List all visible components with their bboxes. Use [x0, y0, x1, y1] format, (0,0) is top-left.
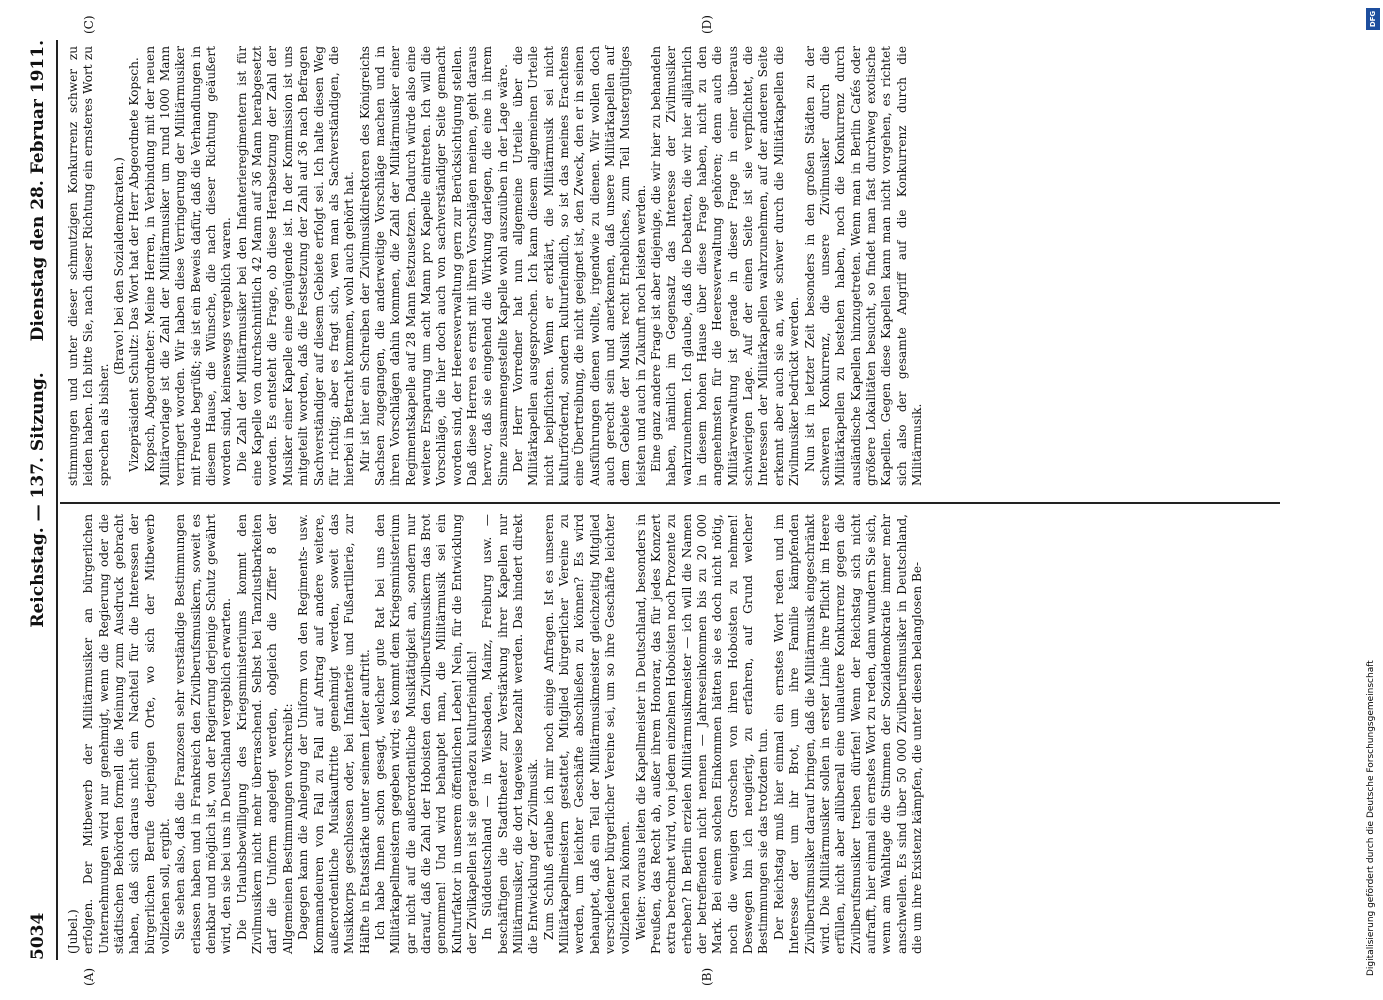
session-date: Dienstag den 28. Februar 1911. [28, 40, 48, 342]
header-rule [56, 40, 58, 960]
dfg-logo-text: DFG [1369, 10, 1377, 28]
margin-marker-a: (A) [82, 967, 96, 986]
speaker-paragraph: Vizepräsident Schultz: Das Wort hat der Herr Abgeordnete Kopsch. [127, 57, 142, 472]
page-number: 5034 [28, 912, 48, 960]
left-column [66, 514, 925, 954]
margin-marker-d: (D) [700, 15, 714, 34]
paragraph: Die Zahl der Militärmusiker bei den Infanterieregimentern ist für eine Kapelle von durchschnittlich 42 Mann auf 36 Mann herabgesetzt worden. Es entsteht die Frage, ob diese Herabsetzung der Zahl der Musiker einer Kapelle eine genügende ist. In der Kommission ist uns mitgeteilt worden, daß die Festsetzung der Zahl auf 36 nach Befragen Sachverständiger auf diesem Gebiete erfolgt sei. Ich halte diesen Weg für richtig; aber es fragt sich, wen man als Sachverständigen, die hierbei in Betracht kommen, wohl auch gehört hat. [234, 46, 357, 486]
margin-marker-c: (C) [82, 15, 96, 34]
margin-marker-b: (B) [700, 967, 714, 986]
interjection: (Bravo! bei den Sozialdemokraten.) [112, 157, 127, 375]
paragraph: (Jubel.) [66, 909, 80, 954]
right-column [66, 46, 925, 486]
column-divider [60, 502, 1280, 504]
page-header [28, 40, 54, 960]
paragraph: Der Reichstag muß hier einmal ein ernstes Wort reden und im Interesse der um ihr Brot, um ihre Familie kämpfenden Zivilberufsmusiker darauf bringen, daß die Militärmusik eingeschränkt wird. Die Militärmusiker sollen in erster Linie ihre Pflicht im Heere erfüllen, nicht aber allüberall eine unlautere Konkurrenz gegen die Zivilberufsmusiker treiben dürfen! Wenn der Reichstag sich nicht aufrafft, hier einmal ein ernstes Wort zu reden, dann wundern Sie sich, wenn am Wahltage die Stimmen der Sozialdemokratie immer mehr anschwellen. Es sind über 50 000 Zivilberufsmusiker in Deutschland, die um ihre Existenz kämpfen, die unter diesen belanglosen Be- [771, 514, 924, 954]
paragraph: Nun ist in letzter Zeit besonders in den großen Städten zu der schweren Konkurrenz, die unsere Zivilmusiker durch die Militärkapellen zu bestehen haben, noch die Konkurrenz durch ausländische Kapellen hinzugetreten. Wenn man in Berlin Cafés oder größere Lokalitäten besucht, so findet man fast durchweg exotische Kapellen. Gegen diese Kapellen kann man nicht vorgehen, es richtet sich also der gesamte Angriff auf die Konkurrenz durch die Militärmusik. [802, 46, 924, 486]
paragraph: Die Urlaubsbewilligung des Kriegsministeriums kommt den Zivilmusikern nicht mehr überraschend. Selbst bei Tanzlustbarkeiten darf die Uniform angelegt werden, obgleich die Ziffer 8 der Allgemeinen Bestimmungen vorschreibt: [234, 514, 295, 954]
digitization-credit: Digitalisierung gefördert durch die Deutsche Forschungsgemeinschaft [1366, 660, 1376, 976]
paragraph: Der Herr Vorredner hat nun allgemeine Urteile über die Militärkapellen ausgesprochen. Ich kann diesem allgemeinen Urteile nicht beipflichten. Wenn er erklärt, die Militärmusik sei nicht kulturfördernd, sondern kulturfeindlich, so ist das meines Erachtens eine Übertreibung, die nicht geeignet ist, den Zweck, den er in seinen Ausführungen dienen wollte, irgendwie zu dienen. Wir wollen doch auch gerecht sein und anerkennen, daß unsere Militärkapellen auf dem Gebiete der Musik recht Erhebliches, zum Teil Mustergültiges leisten und auch in Zukunft noch leisten werden. [510, 46, 648, 486]
paragraph: Sie sehen also, daß die Franzosen sehr verständige Bestimmungen erlassen haben und in Frankreich den Zivilberufsmusikern, soweit es denkbar und möglich ist, von der Regierung derjenige Schutz gewährt wird, den sie bei uns in Deutschland vergeblich erwarten. [173, 514, 234, 954]
paragraph: Dagegen kann die Anlegung der Uniform von den Regiments- usw. Kommandeuren von Fall zu Fall auf Antrag auf andere weitere, außerordentliche Musikauftritte genehmigt werden, soweit das Musikkorps geschlossen oder, bei Infanterie und Fußartillerie, zur Hälfte in Etatsstärke unter seinem Leiter auftritt. [296, 514, 372, 954]
paragraph: erfolgen. Der Mitbewerb der Militärmusiker an bürgerlichen Unternehmungen wird nur genehmigt, wenn die Regierung oder die städtischen Behörden formell die Meinung zum Ausdruck gebracht haben, daß sich daraus nicht ein Nachteil für die Interessen der bürgerlichen Berufe derjenigen Orte, wo sich der Mitbewerb vollziehen soll, ergibt. [81, 514, 173, 954]
dfg-logo [1366, 8, 1380, 30]
paragraph: In Süddeutschland — in Wiesbaden, Mainz, Freiburg usw. — beschäftigen die Stadttheater zur Verstärkung ihrer Kapellen nur Militärmusiker, die dort tageweise bezahlt werden. Das hindert direkt die Entwicklung der Zivilmusik. [480, 514, 541, 954]
paragraph: stimmungen und unter dieser schmutzigen Konkurrenz schwer zu leiden haben. Ich bitte Sie, nach dieser Richtung ein ernsteres Wort zu sprechen als bisher. [66, 46, 111, 486]
paragraph: Zum Schluß erlaube ich mir noch einige Anfragen. Ist es unseren Militärkapellmeistern gestattet, Mitglied bürgerlicher Vereine zu werden, um leichter Geschäfte abschließen zu können? Es wird behauptet, daß ein Teil der Militärmusikmeister gleichzeitig Mitglied verschiedener bürgerlicher Vereine sei, um so ihre Geschäfte leichter vollziehen zu können. [541, 514, 633, 954]
paragraph: Ich habe Ihnen schon gesagt, welcher gute Rat bei uns den Militärkapellmeistern gegeben wird; es kommt dem Kriegsministerium gar nicht auf die außerordentliche Musiktätigkeit an, sondern nur darauf, daß die Zahl der Hoboisten den Zivilberufsmusikern das Brot genommen! Und wird behauptet man, die Militärmusik sei ein Kulturfaktor in unserem öffentlichen Leben! Nein, für die Entwicklung der Zivilkapellen ist sie geradezu kulturfeindlich! [372, 514, 479, 954]
speaker-paragraph: Kopsch, Abgeordneter: Meine Herren, in Verbindung mit der neuen Militärvorlage ist die Zahl der Militärmusiker um rund 1000 Mann verringert worden. Wir haben diese Verringerung der Militärmusiker mit Freude begrüßt; sie ist ein Beweis dafür, daß die Verhandlungen in diesem Hause, die Wünsche, die nach dieser Richtung geäußert worden sind, keineswegs vergeblich waren. [142, 46, 234, 486]
paragraph: Weiter: woraus leiten die Kapellmeister in Deutschland, besonders in Preußen, das Recht ab, außer ihrem Honorar, das für jedes Konzert extra berechnet wird, von jedem einzelnen Hoboisten noch Prozente zu erheben? In Berlin erzielen Militärmusikmeister — ich will die Namen der betreffenden nicht nennen — Jahreseinkommen bis zu 20 000 Mark. Bei einem solchen Einkommen hätten sie es doch nicht nötig, noch die wenigen Groschen von ihren Hoboisten zu nehmen! Deswegen bin ich neugierig, zu erfahren, auf Grund welcher Bestimmungen sie das trotzdem tun. [633, 514, 771, 954]
session-title: Reichstag. — 137. Sitzung. [28, 372, 48, 628]
paragraph: Eine ganz andere Frage ist aber diejenige, die wir hier zu behandeln haben, nämlich im Gegensatz das Interesse der Zivilmusiker wahrzunehmen. Ich glaube, daß die Debatten, die wir hier alljährlich in diesem hohen Hause über diese Frage haben, nicht zu den angenehmsten für die Heeresverwaltung gehören; denn auch die Militärverwaltung ist gerade in dieser Frage in einer überaus schwierigen Lage. Auf der einen Seite ist sie verpflichtet, die Interessen der Militärkapellen wahrzunehmen, auf der anderen Seite erkennt aber auch sie an, wie schwer durch die Militärkapellen die Zivilmusiker bedrückt werden. [649, 46, 802, 486]
paragraph: Mir ist hier ein Schreiben der Zivilmusikdirektoren des Königreichs Sachsen zugegangen, die anderweitige Vorschläge machen und in ihren Vorschlägen dahin kommen, die Zahl der Militärmusiker einer Regimentskapelle auf 28 Mann festzusetzen. Dadurch würde also eine weitere Ersparung um acht Mann pro Kapelle eintreten. Ich will die Vorschläge, die hier doch auch von sachverständiger Seite gemacht worden sind, der Heeresverwaltung gern zur Berücksichtigung stellen. Daß diese Herren es ernst mit ihren Vorschlägen meinen, geht daraus hervor, daß sie eingehend die Wirkung darlegen, die eine in ihrem Sinne zusammengestellte Kapelle wohl auszuüben in der Lage wäre. [357, 46, 510, 486]
